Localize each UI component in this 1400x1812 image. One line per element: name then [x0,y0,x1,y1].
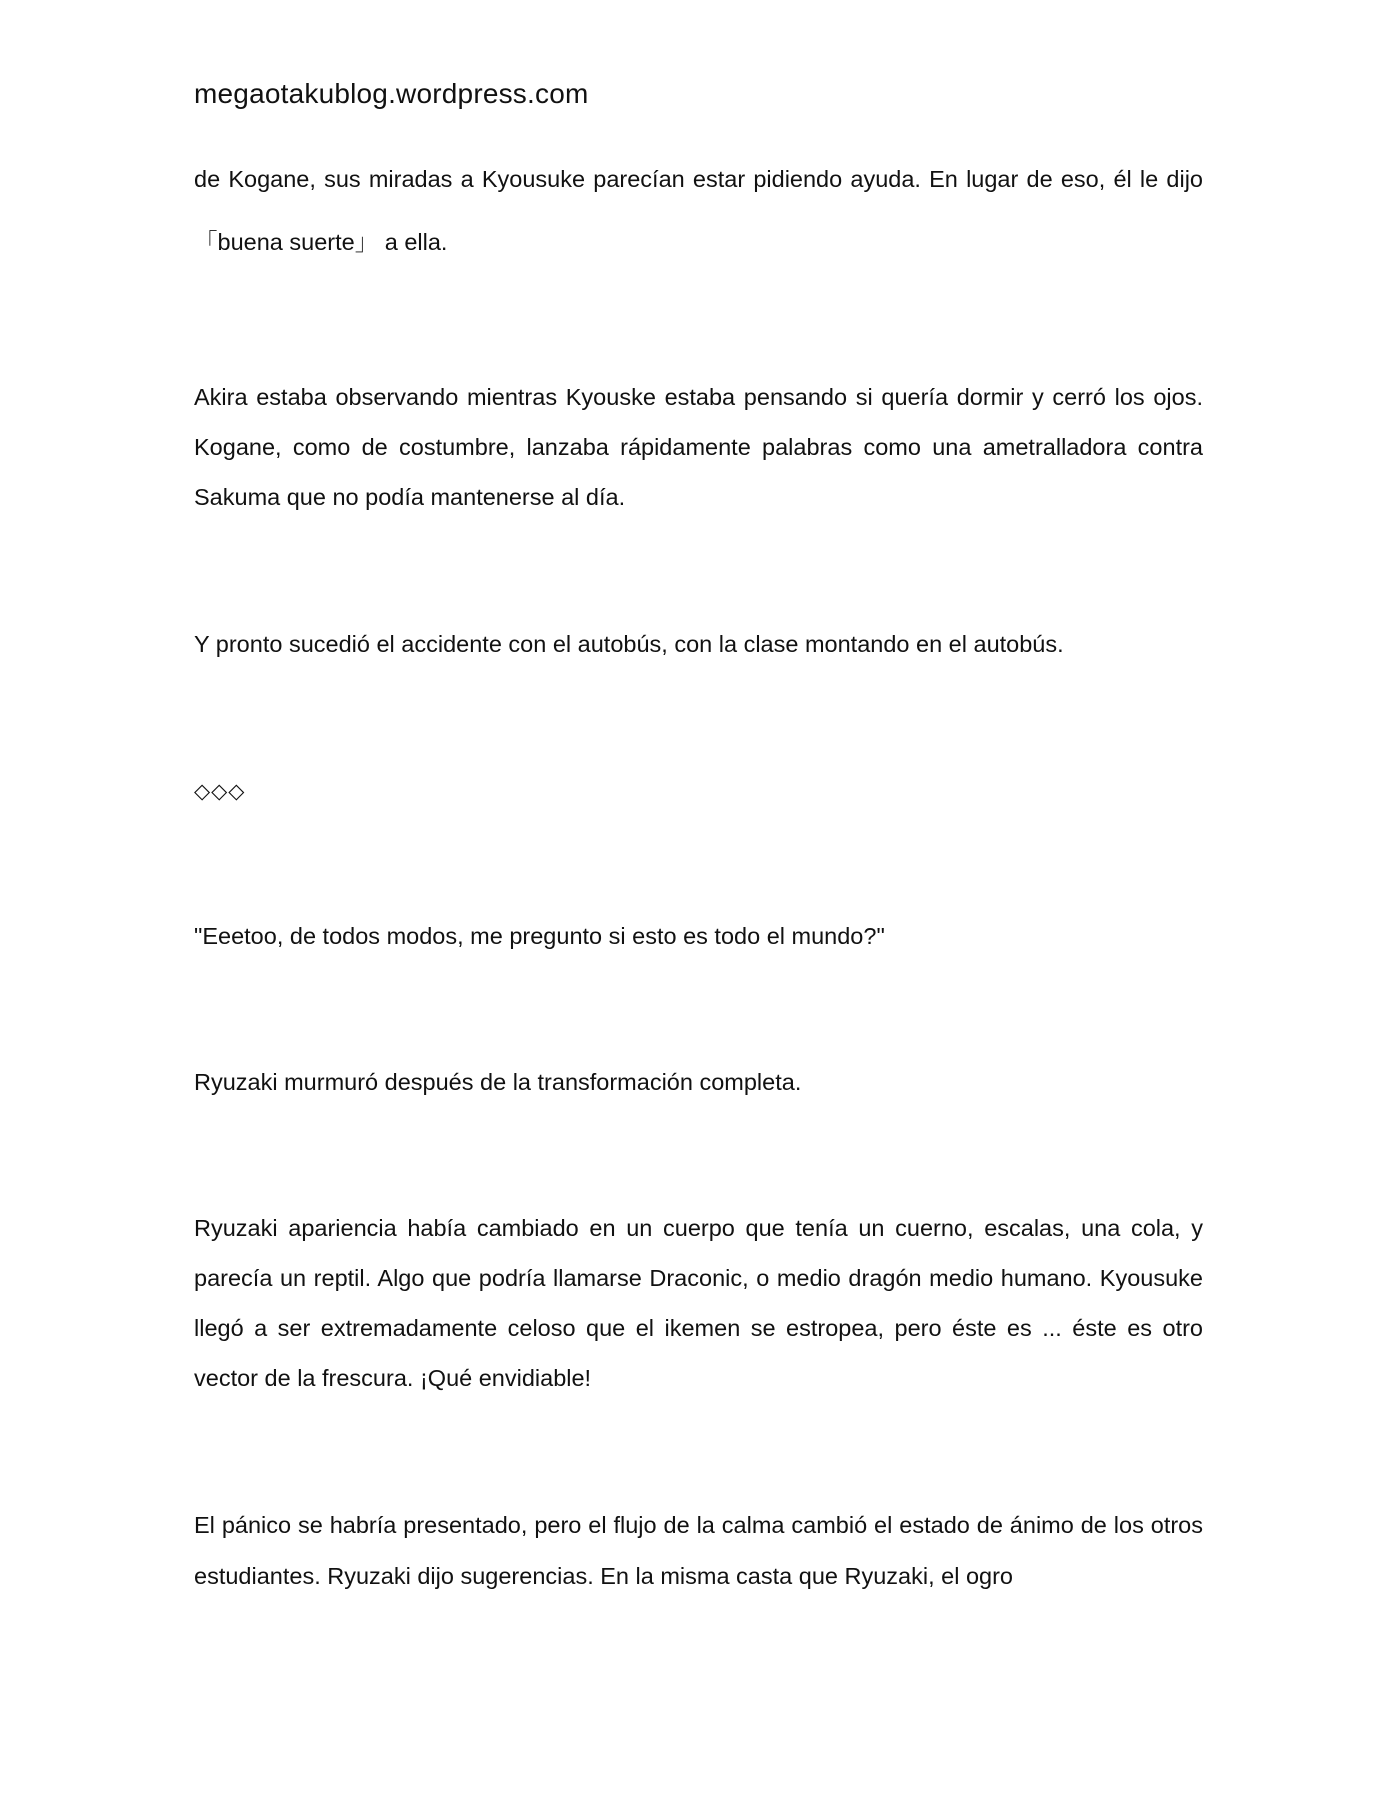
paragraph-2: Akira estaba observando mientras Kyouske estaba pensando si quería dormir y cerró los ojos. Kogane, como de costumbre, lanzaba rápidamente palabras como una ametralladora contra Sakuma que no podía mantenerse al día. [194,384,1203,510]
paragraph-3: Y pronto sucedió el accidente con el autobús, con la clase montando en el autobús. [194,631,1064,657]
paragraph-4: "Eeetoo, de todos modos, me pregunto si esto es todo el mundo?" [194,923,885,949]
site-header: megaotakublog.wordpress.com [194,78,589,109]
scene-separator: ◇◇◇ [194,779,246,803]
paragraph-1: de Kogane, sus miradas a Kyousuke parecían estar pidiendo ayuda. En lugar de eso, él le dijo 「buena suerte」 a ella. [194,166,1203,255]
paragraph-6: Ryuzaki apariencia había cambiado en un cuerpo que tenía un cuerno, escalas, una cola, y parecía un reptil. Algo que podría llamarse Draconic, o medio dragón medio humano. Kyousuke llegó a ser extremadamente celoso que el ikemen se estropea, pero éste es ... éste es otro vector de la frescura. ¡Qué envidiable! [194,1215,1203,1391]
paragraph-7: El pánico se habría presentado, pero el flujo de la calma cambió el estado de ánimo de los otros estudiantes. Ryuzaki dijo sugerencias. En la misma casta que Ryuzaki, el ogro [194,1512,1203,1589]
paragraph-5: Ryuzaki murmuró después de la transformación completa. [194,1069,802,1095]
